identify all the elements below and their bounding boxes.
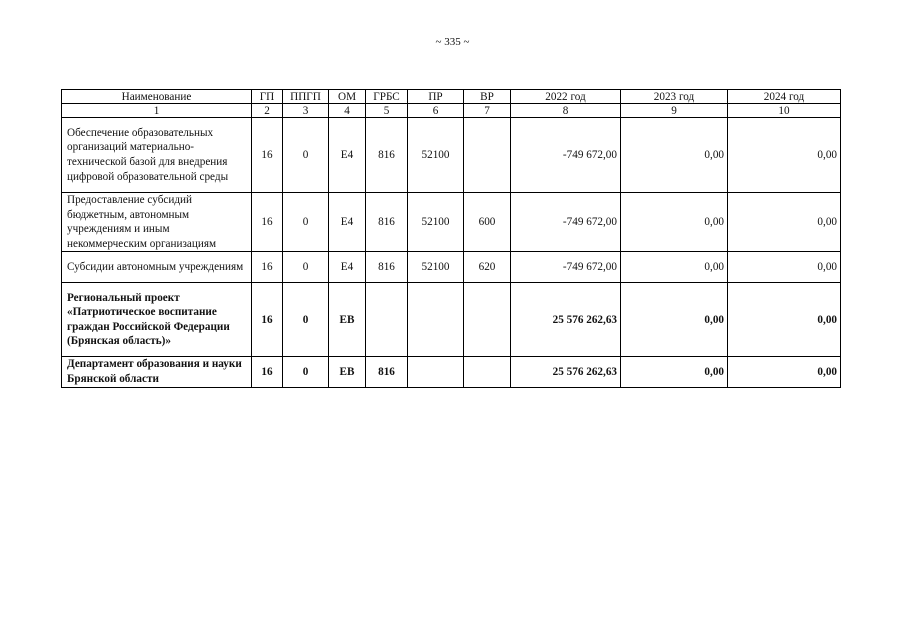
cell-grbs: 816 xyxy=(366,118,408,193)
cell-grbs: 816 xyxy=(366,193,408,252)
cell-ppgp: 0 xyxy=(283,193,329,252)
cell-2022: 25 576 262,63 xyxy=(511,357,621,387)
cell-2023: 0,00 xyxy=(621,252,728,283)
column-number: 6 xyxy=(408,104,464,118)
cell-2022: -749 672,00 xyxy=(511,252,621,283)
cell-2023: 0,00 xyxy=(621,283,728,357)
column-header: ВР xyxy=(464,90,511,104)
cell-om: ЕВ xyxy=(329,283,366,357)
cell-2022: -749 672,00 xyxy=(511,193,621,252)
cell-vr xyxy=(464,357,511,387)
column-header: ОМ xyxy=(329,90,366,104)
column-header: ГП xyxy=(252,90,283,104)
row-name: Субсидии автономным учреждениям xyxy=(62,252,252,283)
cell-pr xyxy=(408,357,464,387)
cell-2024: 0,00 xyxy=(728,193,841,252)
cell-2024: 0,00 xyxy=(728,357,841,387)
table-header-row xyxy=(62,90,841,104)
column-header: 2022 год xyxy=(511,90,621,104)
column-number: 2 xyxy=(252,104,283,118)
cell-2023: 0,00 xyxy=(621,118,728,193)
table-row xyxy=(62,252,841,283)
column-header: Наименование xyxy=(62,90,252,104)
column-number: 8 xyxy=(511,104,621,118)
column-number: 7 xyxy=(464,104,511,118)
table-row xyxy=(62,283,841,357)
cell-gp: 16 xyxy=(252,118,283,193)
cell-pr: 52100 xyxy=(408,118,464,193)
table-row xyxy=(62,193,841,252)
column-header: ППГП xyxy=(283,90,329,104)
row-name: Региональный проект «Патриотическое воспитание граждан Российской Федерации (Брянская область)» xyxy=(62,283,252,357)
cell-pr: 52100 xyxy=(408,252,464,283)
column-header: ПР xyxy=(408,90,464,104)
cell-gp: 16 xyxy=(252,357,283,387)
cell-om: Е4 xyxy=(329,252,366,283)
row-name: Предоставление субсидий бюджетным, автономным учреждениям и иным некоммерческим организациям xyxy=(62,193,252,252)
cell-2022: 25 576 262,63 xyxy=(511,283,621,357)
column-number-row xyxy=(62,104,841,118)
column-number: 3 xyxy=(283,104,329,118)
cell-2023: 0,00 xyxy=(621,357,728,387)
cell-vr: 620 xyxy=(464,252,511,283)
cell-ppgp: 0 xyxy=(283,118,329,193)
cell-ppgp: 0 xyxy=(283,357,329,387)
cell-pr xyxy=(408,283,464,357)
cell-2024: 0,00 xyxy=(728,252,841,283)
cell-om: ЕВ xyxy=(329,357,366,387)
cell-gp: 16 xyxy=(252,193,283,252)
cell-vr xyxy=(464,118,511,193)
cell-ppgp: 0 xyxy=(283,252,329,283)
row-name: Обеспечение образовательных организаций материально-технической базой для внедрения цифровой образовательной среды xyxy=(62,118,252,193)
cell-om: Е4 xyxy=(329,193,366,252)
cell-2023: 0,00 xyxy=(621,193,728,252)
cell-2024: 0,00 xyxy=(728,283,841,357)
column-number: 10 xyxy=(728,104,841,118)
column-header: 2024 год xyxy=(728,90,841,104)
cell-grbs: 816 xyxy=(366,252,408,283)
row-name: Департамент образования и науки Брянской области xyxy=(62,357,252,387)
cell-gp: 16 xyxy=(252,283,283,357)
cell-vr: 600 xyxy=(464,193,511,252)
column-header: ГРБС xyxy=(366,90,408,104)
column-number: 4 xyxy=(329,104,366,118)
cell-ppgp: 0 xyxy=(283,283,329,357)
column-number: 1 xyxy=(62,104,252,118)
cell-vr xyxy=(464,283,511,357)
budget-table xyxy=(61,89,841,388)
cell-grbs xyxy=(366,283,408,357)
cell-2022: -749 672,00 xyxy=(511,118,621,193)
cell-pr: 52100 xyxy=(408,193,464,252)
column-number: 5 xyxy=(366,104,408,118)
table-row xyxy=(62,118,841,193)
cell-om: Е4 xyxy=(329,118,366,193)
cell-grbs: 816 xyxy=(366,357,408,387)
cell-2024: 0,00 xyxy=(728,118,841,193)
column-number: 9 xyxy=(621,104,728,118)
cell-gp: 16 xyxy=(252,252,283,283)
page-number: ~ 335 ~ xyxy=(435,36,470,48)
table-row xyxy=(62,357,841,387)
column-header: 2023 год xyxy=(621,90,728,104)
